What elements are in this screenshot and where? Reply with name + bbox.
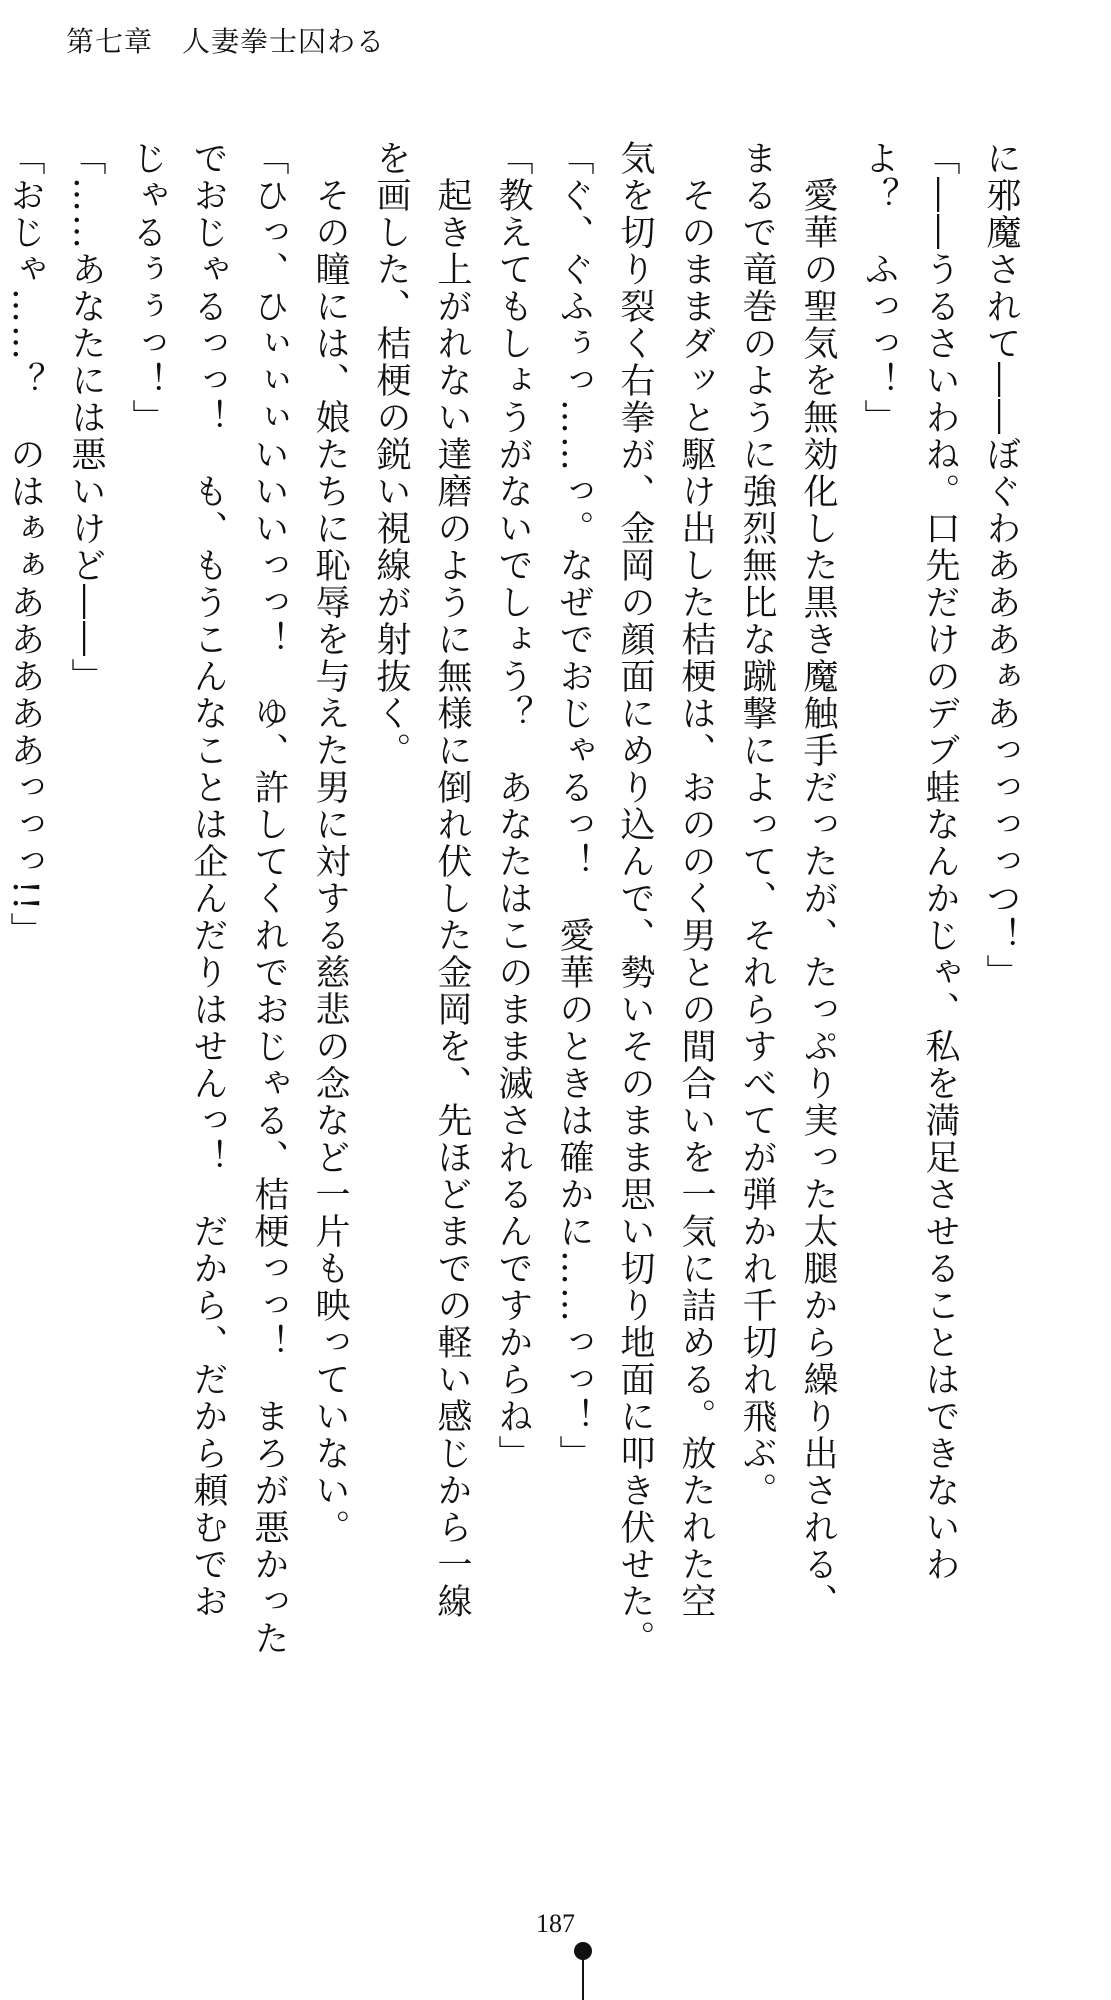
text-line: そのままダッと駆け出した桔梗は、おののく男との間合いを一気に詰める。放たれた空	[676, 140, 716, 1620]
text-line: でおじゃるっっ！ も、もうこんなことは企んだりはせんっ！ だから、だから頼むでお	[188, 140, 228, 1620]
text-line: 起き上がれない達磨のように無様に倒れ伏した金岡を、先ほどまでの軽い感じから一線	[432, 140, 472, 1620]
text-line: 愛華の聖気を無効化した黒き魔触手だったが、たっぷり実った太腿から繰り出される、	[798, 140, 838, 1620]
running-header: 第七章 人妻拳士囚わる	[66, 25, 386, 58]
text-line: まるで竜巻のように強烈無比な蹴撃によって、それらすべてが弾かれ千切れ飛ぶ。	[737, 140, 777, 1509]
text-line: を画した、桔梗の鋭い視線が射抜く。	[371, 140, 411, 769]
text-line: 「――うるさいわね。口先だけのデブ蛙なんかじゃ、私を満足させることはできないわ	[920, 140, 960, 1583]
text-line: 「ぐ、ぐふぅっ……っ。なぜでおじゃるっ！ 愛華のときは確かに……っっ！」	[554, 140, 594, 1472]
text-line: その瞳には、娘たちに恥辱を与えた男に対する慈悲の念など一片も映っていない。	[310, 140, 350, 1546]
text-line: 「……あなたには悪いけど――」	[66, 140, 106, 695]
text-line: じゃるぅぅっ！」	[127, 140, 167, 436]
page-marker-stem	[582, 1958, 584, 2000]
text-line: 「ひっ、ひぃぃぃいいいっっ！ ゆ、許してくれでおじゃる、桔梗っっ！ まろが悪かった	[249, 140, 289, 1657]
page-marker-icon	[574, 1942, 592, 2000]
text-line: よ？ ふっっ！」	[859, 140, 899, 436]
text-line: 「教えてもしょうがないでしょう？ あなたはこのまま滅されるんですからね」	[493, 140, 533, 1472]
novel-text-block	[0, 140, 1031, 1657]
text-line: 気を切り裂く右拳が、金岡の顔面にめり込んで、勢いそのまま思い切り地面に叩き伏せた。	[615, 140, 655, 1657]
text-line: 「おじゃ……？ のはぁぁあああああっっっ!!」	[5, 140, 45, 950]
text-line: に邪魔されて――ぼぐわあああぁあっっっっつ！」	[981, 140, 1021, 991]
page-number: 187	[536, 1909, 575, 1938]
